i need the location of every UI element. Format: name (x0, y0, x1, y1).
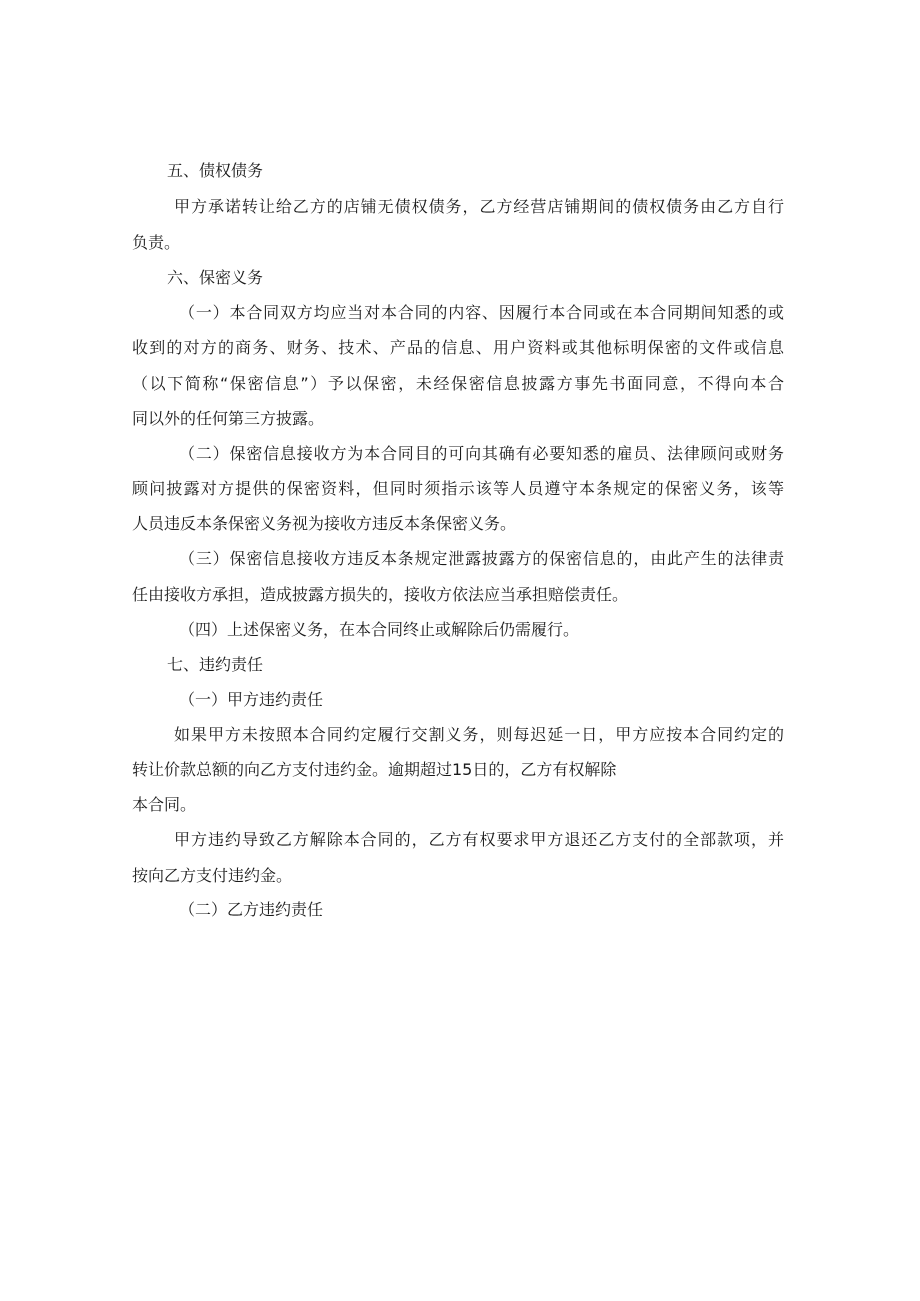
section-6-item-2-line: 人员违反本条保密义务视为接收方违反本条保密义务。 (132, 514, 517, 533)
section-5-para-line: 甲方承诺转让给乙方的店铺无债权债务，乙方经营店铺期间的债权债务由乙方自行 (174, 197, 784, 216)
section-6-item-1-line: 同以外的任何第三方披露。 (132, 409, 325, 428)
section-7-sub-1-heading: （一）甲方违约责任 (179, 690, 324, 709)
section-7-heading: 七、违约责任 (167, 655, 264, 674)
section-6-item-3-line: 任由接收方承担，造成披露方损失的，接收方依法应当承担赔偿责任。 (132, 585, 629, 604)
section-7-sub-1-para-2-line: 按向乙方支付违约金。 (132, 866, 293, 885)
section-6-item-2-line: （二）保密信息接收方为本合同目的可向其确有必要知悉的雇员、法律顾问或财务 (179, 444, 784, 463)
section-6-item-2-line: 顾问披露对方提供的保密资料，但同时须指示该等人员遵守本条规定的保密义务，该等 (132, 479, 784, 498)
section-6-heading: 六、保密义务 (167, 268, 264, 287)
section-7-sub-2-heading: （二）乙方违约责任 (179, 900, 324, 919)
section-5-heading: 五、债权债务 (167, 161, 264, 180)
section-6-item-1-line: 收到的对方的商务、财务、技术、产品的信息、用户资料或其他标明保密的文件或信息 (132, 338, 784, 357)
section-6-item-1-line: （一）本合同双方均应当对本合同的内容、因履行本合同或在本合同期间知悉的或 (179, 303, 784, 322)
section-5-para-line: 负责。 (132, 233, 181, 252)
section-6-item-4-line: （四）上述保密义务，在本合同终止或解除后仍需履行。 (179, 620, 580, 639)
section-6-item-3-line: （三）保密信息接收方违反本条规定泄露披露方的保密信息的，由此产生的法律责 (179, 549, 784, 568)
section-7-sub-1-para-1-line: 如果甲方未按照本合同约定履行交割义务，则每迟延一日，甲方应按本合同约定的 (174, 725, 784, 744)
section-7-sub-1-para-1-line: 本合同。 (132, 795, 197, 814)
section-7-sub-1-para-2-line: 甲方违约导致乙方解除本合同的，乙方有权要求甲方退还乙方支付的全部款项，并 (174, 830, 784, 849)
section-7-sub-1-para-1-line: 转让价款总额的向乙方支付违约金。逾期超过15日的，乙方有权解除 (132, 760, 617, 779)
section-6-item-1-line: （以下简称“保密信息”）予以保密，未经保密信息披露方事先书面同意，不得向本合 (132, 374, 784, 393)
